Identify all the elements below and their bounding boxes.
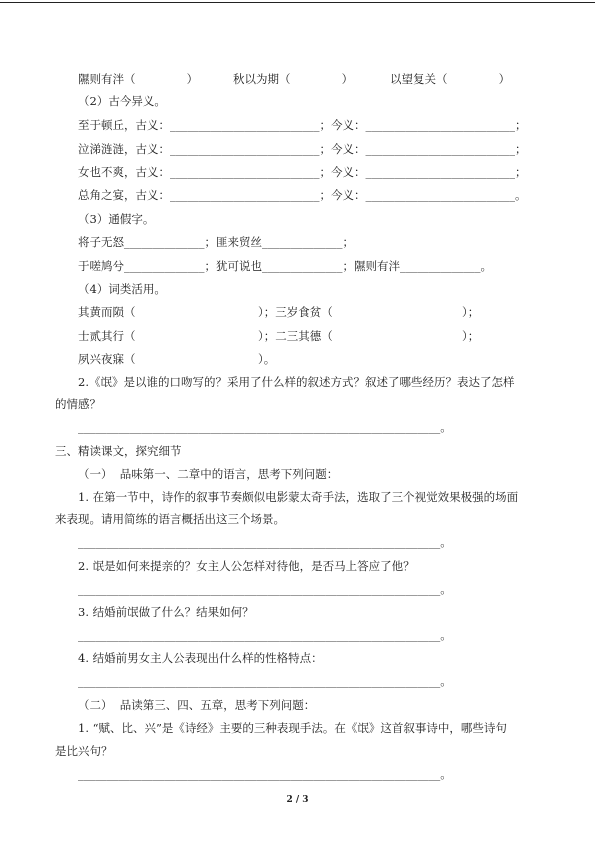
header-rule (0, 2, 595, 3)
text-line: 2.《氓》是以谁的口吻写的？采用了什么样的叙述方式？叙述了哪些经历？表达了怎样 (78, 375, 515, 389)
text-line: （4）词类活用。 (78, 282, 166, 296)
text-line: 泣涕涟涟，古义：__________________________；今义：__________________________； (78, 142, 527, 156)
text-line: ）；三岁食贫（ (258, 305, 333, 319)
text-line: 秋以为期（ ） (233, 72, 354, 86)
text-line: （二） 品读第三、四、五章，思考下列问题： (78, 698, 316, 712)
text-line: 将子无怒______________；匪来贸丝______________； (78, 235, 354, 249)
text-line: _______________________________________________________________。 (78, 767, 452, 781)
text-line: （一） 品味第一、二章中的语言，思考下列问题： (78, 467, 339, 481)
text-line: （3）通假字。 (78, 212, 155, 226)
text-line: _______________________________________________________________。 (78, 420, 452, 434)
text-line: 1. 在第一节中，诗作的叙事节奏颇似电影蒙太奇手法，选取了三个视觉效果极强的场面 (78, 490, 519, 504)
text-line: 其黄而陨（ (78, 305, 136, 319)
page-number: 2 / 3 (286, 795, 309, 805)
text-line: 三、精读课文，探究细节 (55, 444, 182, 458)
text-line: 3. 结婚前氓做了什么？结果如何？ (78, 605, 254, 619)
text-line: _______________________________________________________________。 (78, 582, 452, 596)
text-line: 1. “赋、比、兴”是《诗经》主要的三种表现手法。在《氓》这首叙事诗中，哪些诗句 (78, 721, 507, 735)
text-line: ）； (462, 305, 480, 319)
text-line: 隰则有泮（ ） (78, 72, 199, 86)
text-line: 2. 氓是如何来提亲的？女主人公怎样对待他，是否马上答应了他？ (78, 559, 415, 573)
text-line: 的情感？ (55, 397, 101, 411)
text-line: 总角之宴，古义：__________________________；今义：__________________________。 (78, 188, 527, 202)
text-line: _______________________________________________________________。 (78, 535, 452, 549)
text-line: 士贰其行（ (78, 329, 136, 343)
text-line: （2）古今异义。 (78, 94, 166, 108)
text-line: 女也不爽，古义：__________________________；今义：__________________________； (78, 165, 527, 179)
text-line: 是比兴句？ (55, 744, 113, 758)
text-line: 于嗟鸠兮______________；犹可说也______________；隰则有泮______________。 (78, 259, 492, 273)
text-line: ）。 (258, 352, 276, 366)
text-line: 4. 结婚前男女主人公表现出什么样的性格特点： (78, 651, 323, 665)
text-line: ）；二三其德（ (258, 329, 333, 343)
text-line: _______________________________________________________________。 (78, 628, 452, 642)
text-line: _______________________________________________________________。 (78, 674, 452, 688)
text-line: 夙兴夜寐（ (78, 352, 136, 366)
text-line: ）； (462, 329, 480, 343)
text-line: 来表现。请用简练的语言概括出这三个场景。 (55, 512, 285, 526)
text-line: 至于顿丘，古义：__________________________；今义：__________________________； (78, 118, 527, 132)
text-line: 以望复关（ ） (390, 72, 511, 86)
